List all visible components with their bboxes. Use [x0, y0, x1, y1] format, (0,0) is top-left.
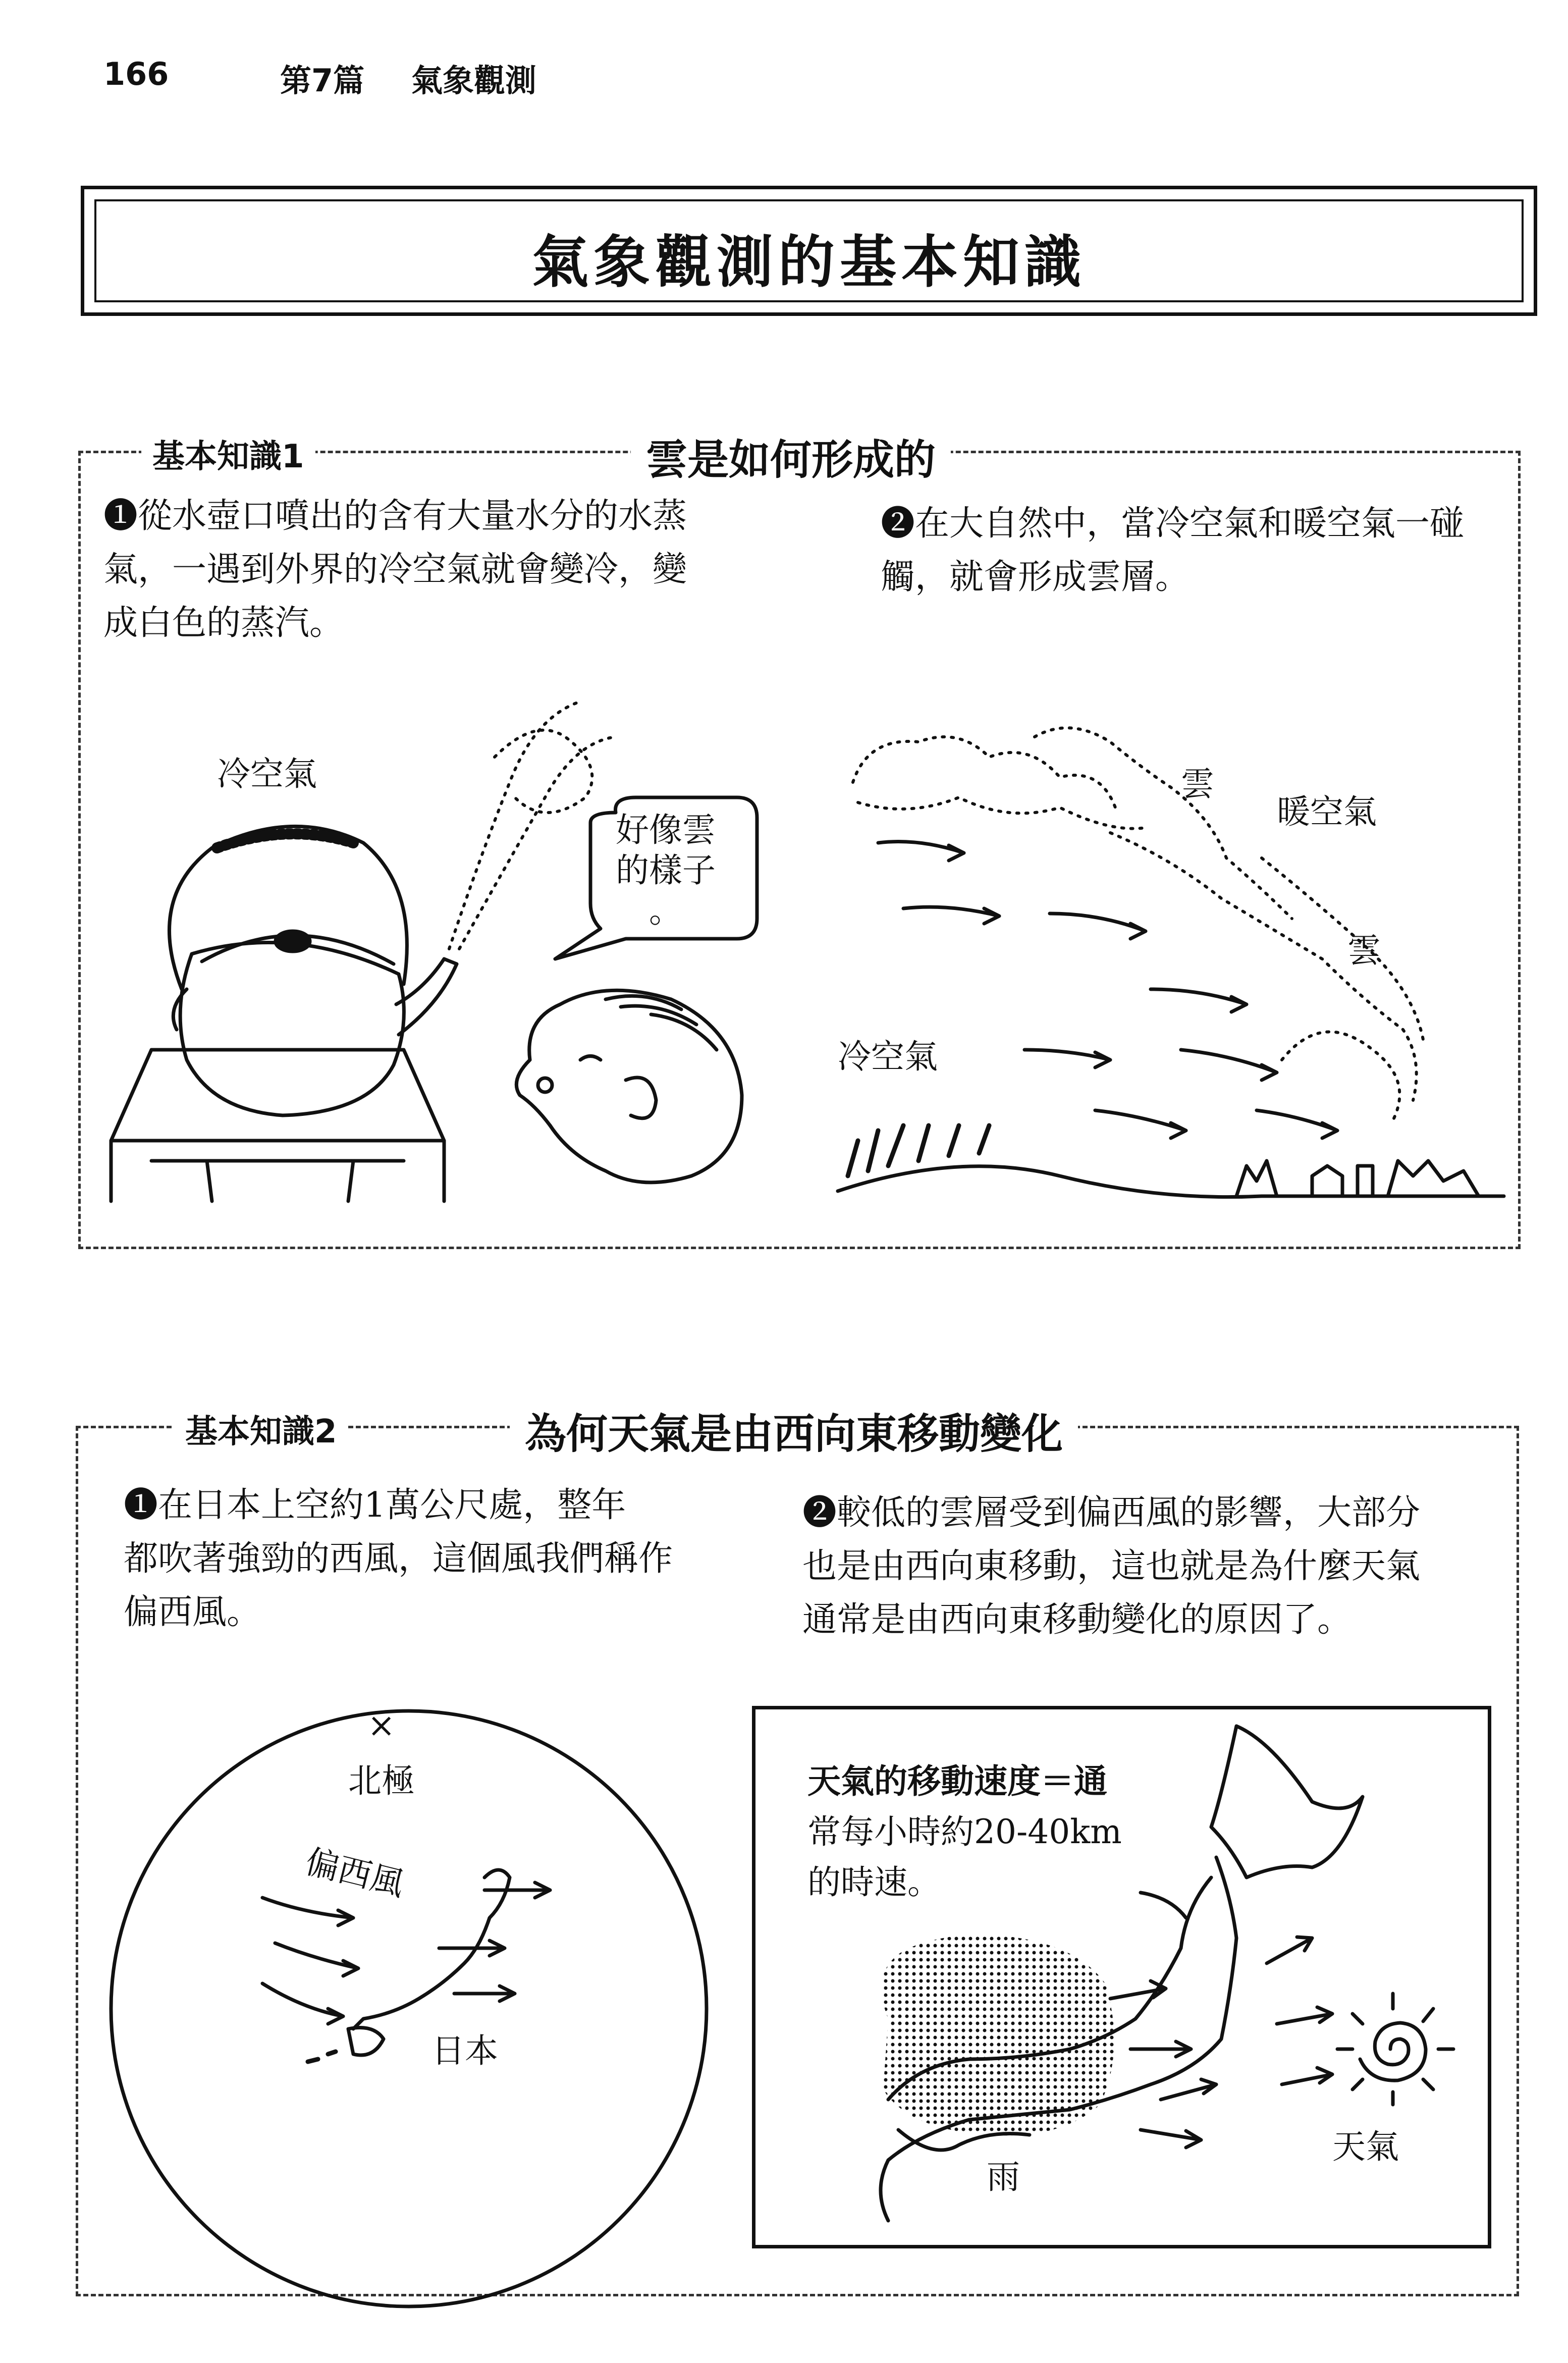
north-pole-mark: ×: [367, 1706, 396, 1745]
section1-para2: [881, 497, 1464, 604]
cloud-label-2: 雲: [1347, 931, 1381, 970]
section1-para1: [103, 490, 687, 650]
speech-bubble-text: [616, 810, 716, 931]
text-line: 都吹著強勁的西風，這個風我們稱作: [124, 1539, 673, 1579]
page-number: 166: [103, 56, 169, 92]
kettle-cold-air-label: 冷空氣: [217, 755, 317, 793]
north-pole-label: 北極: [348, 1761, 415, 1800]
front-cold-air-label: 冷空氣: [838, 1037, 938, 1076]
section2-title: 為何天氣是由西向東移動變化: [510, 1401, 1078, 1460]
text-line: 通常是由西向東移動變化的原因了。: [802, 1600, 1352, 1640]
text-line: 成白色的蒸汽。: [103, 603, 344, 643]
text-line: 。: [649, 891, 682, 930]
text-line: 好像雲: [616, 811, 716, 849]
text-line: ❶在日本上空約1萬公尺處，整年: [124, 1485, 626, 1525]
rain-label: 雨: [987, 2158, 1020, 2196]
title-box: [81, 186, 1537, 316]
page-title: 氣象觀測的基本知識: [532, 230, 1086, 295]
chapter-label: 氣象觀測: [411, 62, 537, 99]
section2-para2: [802, 1486, 1420, 1647]
text-line: 也是由西向東移動，這也就是為什麼天氣: [802, 1546, 1421, 1586]
section1-tag: 基本知識1: [141, 431, 315, 477]
section2-tag: 基本知識2: [174, 1406, 348, 1452]
text-line: ❶從水壺口噴出的含有大量水分的水蒸: [103, 496, 687, 536]
section2-para1: [124, 1479, 673, 1639]
text-line: 常每小時約20-40km: [807, 1812, 1122, 1851]
text-line: 觸，就會形成雲層。: [881, 557, 1190, 597]
weather-label: 天氣: [1332, 2127, 1399, 2166]
text-line: 天氣的移動速度＝通: [807, 1762, 1107, 1801]
text-line: ❷較低的雲層受到偏西風的影響，大部分: [802, 1493, 1421, 1533]
westerlies-label: 偏西風: [301, 1842, 408, 1904]
text-line: 氣，一遇到外界的冷空氣就會變冷，變: [103, 550, 687, 589]
speed-text: [807, 1756, 1122, 1908]
japan-label: 日本: [431, 2031, 498, 2070]
text-line: 偏西風。: [124, 1592, 261, 1632]
cloud-label-1: 雲: [1181, 765, 1214, 803]
text-line: 的時速。: [807, 1863, 941, 1902]
text-line: 的樣子: [616, 851, 716, 890]
part-label: 第7篇: [280, 62, 365, 99]
text-line: ❷在大自然中，當冷空氣和暖空氣一碰: [881, 504, 1465, 544]
warm-air-label: 暖空氣: [1277, 792, 1377, 831]
section1-title: 雲是如何形成的: [631, 427, 951, 486]
